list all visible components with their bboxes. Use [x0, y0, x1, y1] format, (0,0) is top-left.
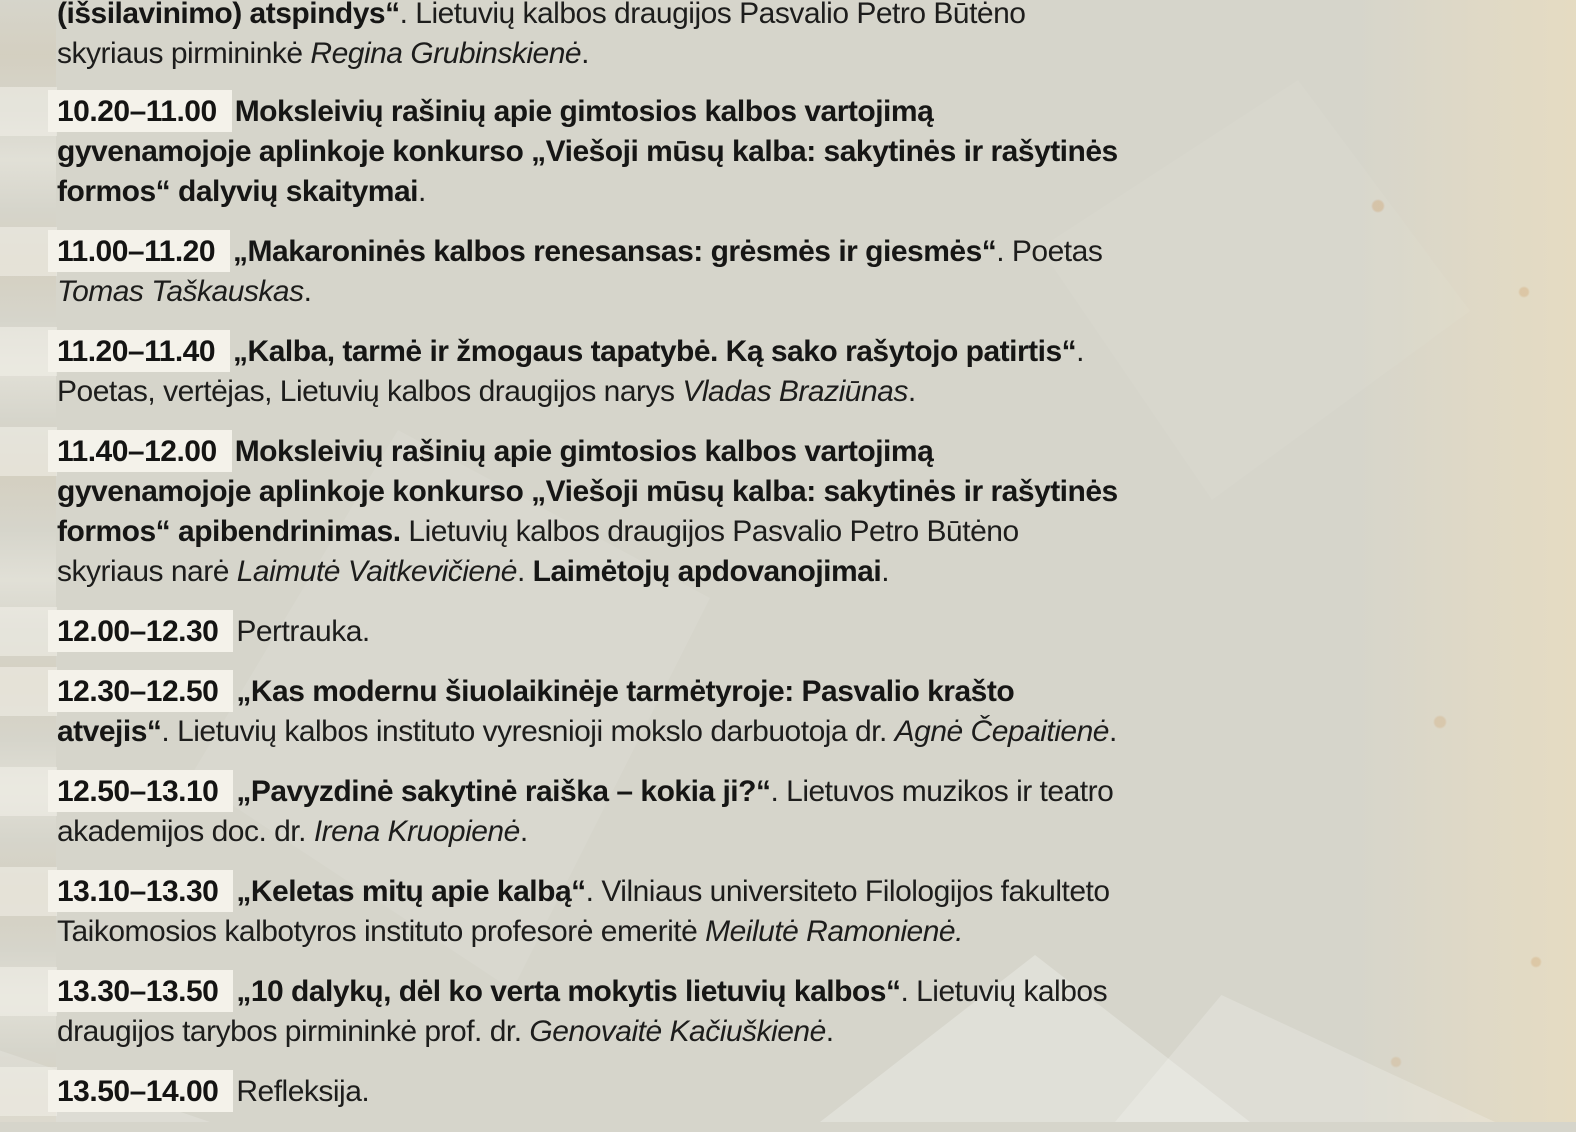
speaker-name: Vladas Braziūnas	[682, 375, 908, 408]
time-badge: 11.00–11.20	[57, 235, 216, 268]
entry-line	[57, 552, 1527, 592]
entry-text-run: .	[303, 275, 312, 308]
entry-text-run: „Makaroninės kalbos renesansas: grėsmės ir giesmės“	[233, 235, 997, 268]
time-badge: 10.20–11.00	[57, 95, 217, 128]
entry-text-run: .	[417, 175, 426, 208]
schedule-entry	[57, 332, 1527, 412]
entry-line	[57, 272, 1527, 312]
entry-line	[57, 612, 1527, 652]
entry-text-run: . Lietuvių kalbos draugijos Pasvalio Petro Būtėno	[399, 0, 1026, 30]
entry-line	[57, 472, 1527, 512]
entry-text-run: .	[1076, 335, 1084, 368]
entry-text-run: skyriaus pirmininkė	[57, 37, 311, 70]
paper-texture-left	[0, 0, 56, 1122]
entry-text-run: Refleksija.	[236, 1075, 370, 1108]
entry-text-run: Pertrauka.	[236, 615, 370, 648]
entry-text-run: .	[825, 1015, 834, 1048]
time-badge: 13.30–13.50	[57, 975, 219, 1008]
speaker-name: Meilutė Ramonienė.	[705, 915, 963, 948]
speaker-name: Regina Grubinskienė	[310, 37, 582, 70]
schedule-entry	[57, 1072, 1527, 1112]
entry-text-run: formos“ apibendrinimas.	[57, 515, 401, 548]
entry-text-run: gyvenamojoje aplinkoje konkurso „Viešoji mūsų kalba: sakytinės ir rašytinės	[57, 135, 1118, 168]
schedule-entry	[57, 972, 1527, 1052]
entry-line	[57, 132, 1527, 172]
entry-text-run: . Lietuvių kalbos	[900, 975, 1108, 1008]
time-badge: 11.20–11.40	[57, 335, 216, 368]
entry-line	[57, 1072, 1527, 1112]
schedule-entry-continued	[57, 0, 1527, 74]
entry-line	[57, 372, 1527, 412]
entry-line	[57, 712, 1527, 752]
schedule-entry	[57, 612, 1527, 652]
entry-text-run: Moksleivių rašinių apie gimtosios kalbos vartojimą	[234, 435, 934, 468]
entry-line	[57, 912, 1527, 952]
speaker-name: Irena Kruopienė	[313, 815, 520, 848]
entry-text-run: „Kas modernu šiuolaikinėje tarmėtyroje: Pasvalio krašto	[236, 675, 1015, 708]
entry-line	[57, 972, 1527, 1012]
entry-line	[57, 172, 1527, 212]
entry-line	[57, 34, 1527, 74]
time-badge: 11.40–12.00	[57, 435, 217, 468]
entry-line	[57, 872, 1527, 912]
entry-text-run: Taikomosios kalbotyros instituto profesorė emeritė	[57, 915, 706, 948]
time-badge: 12.00–12.30	[57, 615, 219, 648]
schedule-entry	[57, 772, 1527, 852]
time-badge: 13.50–14.00	[57, 1075, 219, 1108]
entry-text-run: Poetas, vertėjas, Lietuvių kalbos draugijos narys	[57, 375, 683, 408]
speaker-name: Tomas Taškauskas	[57, 275, 304, 308]
entry-text-run: „Pavyzdinė sakytinė raiška – kokia ji?“	[236, 775, 771, 808]
entry-line	[57, 672, 1527, 712]
entry-line	[57, 812, 1527, 852]
entry-text-run: (išsilavinimo) atspindys“	[57, 0, 400, 30]
entry-text-run: .	[516, 555, 533, 588]
entry-text-run: .	[1108, 715, 1117, 748]
schedule-entry	[57, 672, 1527, 752]
entry-text-run: .	[519, 815, 528, 848]
entry-text-run: formos“ dalyvių skaitymai	[57, 175, 418, 208]
entry-line	[57, 432, 1527, 472]
entry-line	[57, 1012, 1527, 1052]
time-badge: 12.30–12.50	[57, 675, 219, 708]
entry-text-run: . Vilniaus universiteto Filologijos fakulteto	[585, 875, 1110, 908]
entry-text-run: atvejis“	[57, 715, 162, 748]
entry-text-run: „Keletas mitų apie kalbą“	[236, 875, 586, 908]
entry-text-run: . Lietuvių kalbos instituto vyresnioji mokslo darbuotoja dr.	[161, 715, 895, 748]
entry-text-run: .	[581, 37, 589, 70]
schedule-entry	[57, 92, 1527, 212]
entry-text-run: .	[881, 555, 890, 588]
entry-text-run: Laimėtojų apdovanojimai	[532, 555, 882, 588]
time-badge: 13.10–13.30	[57, 875, 219, 908]
speaker-name: Laimutė Vaitkevičienė	[236, 555, 517, 588]
speaker-name: Genovaitė Kačiuškienė	[529, 1015, 826, 1048]
schedule-entry	[57, 432, 1527, 592]
entry-text-run: Moksleivių rašinių apie gimtosios kalbos vartojimą	[234, 95, 934, 128]
entry-text-run: akademijos doc. dr.	[57, 815, 314, 848]
entry-text-run: draugijos tarybos pirmininkė prof. dr.	[57, 1015, 530, 1048]
entry-line	[57, 232, 1527, 272]
entry-text-run: skyriaus narė	[57, 555, 237, 588]
speaker-name: Agnė Čepaitienė	[894, 715, 1109, 748]
entry-text-run: Lietuvių kalbos draugijos Pasvalio Petro Būtėno	[400, 515, 1019, 548]
schedule-list	[57, 0, 1527, 1132]
entry-line	[57, 332, 1527, 372]
schedule-entry	[57, 232, 1527, 312]
entry-text-run: . Poetas	[996, 235, 1103, 268]
entry-text-run: „10 dalykų, dėl ko verta mokytis lietuvių kalbos“	[236, 975, 901, 1008]
time-badge: 12.50–13.10	[57, 775, 219, 808]
entry-text-run: „Kalba, tarmė ir žmogaus tapatybė. Ką sako rašytojo patirtis“	[233, 335, 1077, 368]
entry-line	[57, 0, 1527, 34]
entry-line	[57, 512, 1527, 552]
entry-text-run: .	[907, 375, 916, 408]
entry-text-run: gyvenamojoje aplinkoje konkurso „Viešoji mūsų kalba: sakytinės ir rašytinės	[57, 475, 1118, 508]
schedule-entry	[57, 872, 1527, 952]
entry-line	[57, 92, 1527, 132]
entry-text-run: . Lietuvos muzikos ir teatro	[770, 775, 1114, 808]
entry-line	[57, 772, 1527, 812]
